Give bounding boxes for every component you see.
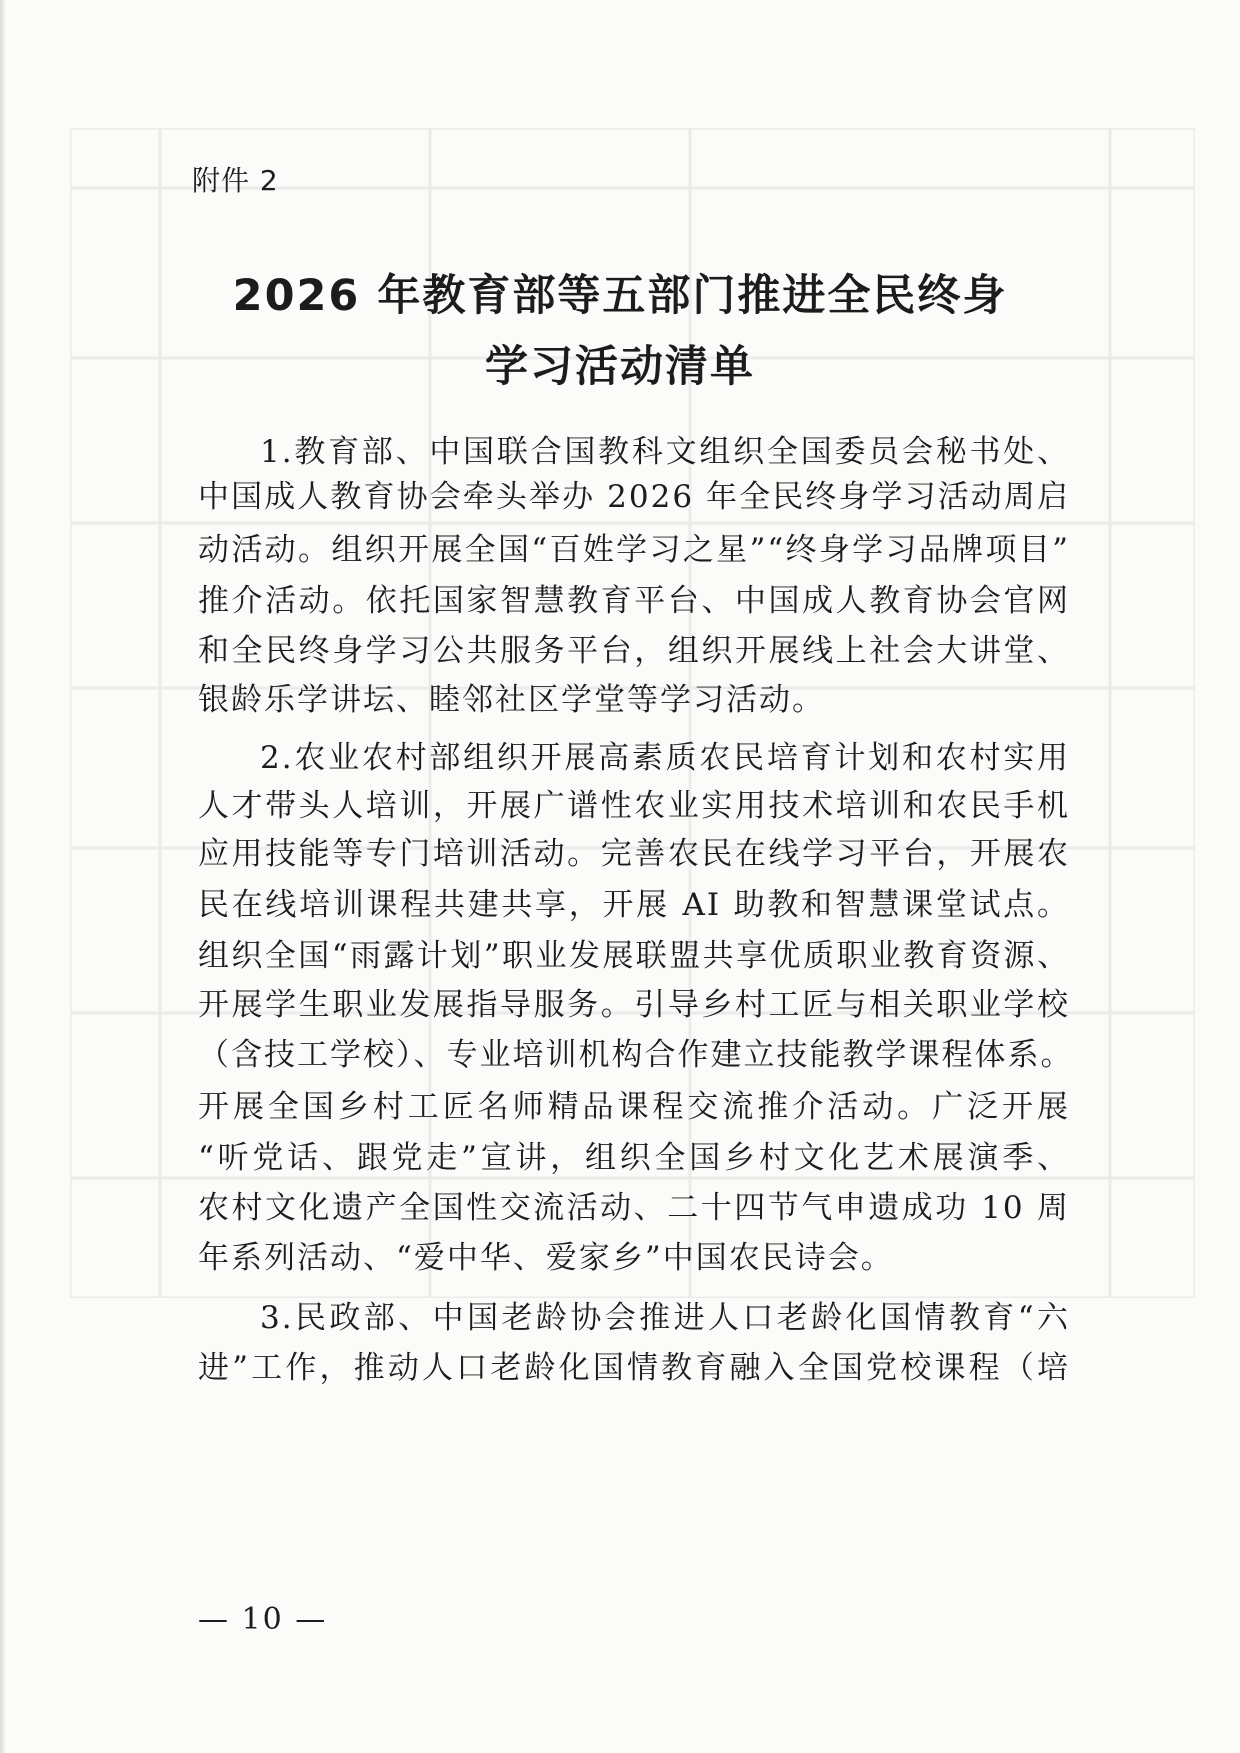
paragraph-2-line: 开展学生职业发展指导服务。引导乡村工匠与相关职业学校 (198, 987, 1070, 1023)
page-edge-shadow (0, 0, 6, 1753)
paragraph-2-line: 人才带头人培训，开展广谱性农业实用技术培训和农民手机 (198, 788, 1070, 824)
paragraph-1-line: 推介活动。依托国家智慧教育平台、中国成人教育协会官网 (198, 583, 1070, 619)
paragraph-3-line: 3.民政部、中国老龄协会推进人口老龄化国情教育“六 (260, 1300, 1070, 1336)
paragraph-2-line: 组织全国“雨露计划”职业发展联盟共享优质职业教育资源、 (198, 938, 1070, 974)
paragraph-1-line: 1.教育部、中国联合国教科文组织全国委员会秘书处、 (260, 434, 1070, 470)
document-title-line-2: 学习活动清单 (485, 342, 755, 392)
page-number: — 10 — (198, 1602, 328, 1637)
document-title-line-1: 2026 年教育部等五部门推进全民终身 (232, 271, 1008, 321)
paragraph-2-line: 2.农业农村部组织开展高素质农民培育计划和农村实用 (260, 740, 1070, 776)
paragraph-1-line: 银龄乐学讲坛、睦邻社区学堂等学习活动。 (198, 682, 825, 718)
attachment-label: 附件 2 (192, 164, 279, 197)
paragraph-2-line: 农村文化遗产全国性交流活动、二十四节气申遗成功 10 周 (198, 1190, 1070, 1226)
paragraph-1-line: 中国成人教育协会牵头举办 2026 年全民终身学习活动周启 (198, 479, 1070, 515)
paragraph-2-line: 年系列活动、“爱中华、爱家乡”中国农民诗会。 (198, 1240, 894, 1276)
paragraph-2-line: （含技工学校）、专业培训机构合作建立技能教学课程体系。 (198, 1037, 1074, 1073)
paragraph-1-line: 动活动。组织开展全国“百姓学习之星”“终身学习品牌项目” (198, 532, 1070, 568)
paragraph-2-line: 应用技能等专门培训活动。完善农民在线学习平台，开展农 (198, 836, 1070, 872)
paragraph-2-line: 民在线培训课程共建共享，开展 AI 助教和智慧课堂试点。 (198, 887, 1070, 923)
paragraph-3-line: 进”工作，推动人口老龄化国情教育融入全国党校课程（培 (198, 1350, 1070, 1386)
paragraph-1-line: 和全民终身学习公共服务平台，组织开展线上社会大讲堂、 (198, 633, 1070, 669)
paragraph-2-line: 开展全国乡村工匠名师精品课程交流推介活动。广泛开展 (198, 1089, 1070, 1125)
paragraph-2-line: “听党话、跟党走”宣讲，组织全国乡村文化艺术展演季、 (198, 1140, 1070, 1176)
